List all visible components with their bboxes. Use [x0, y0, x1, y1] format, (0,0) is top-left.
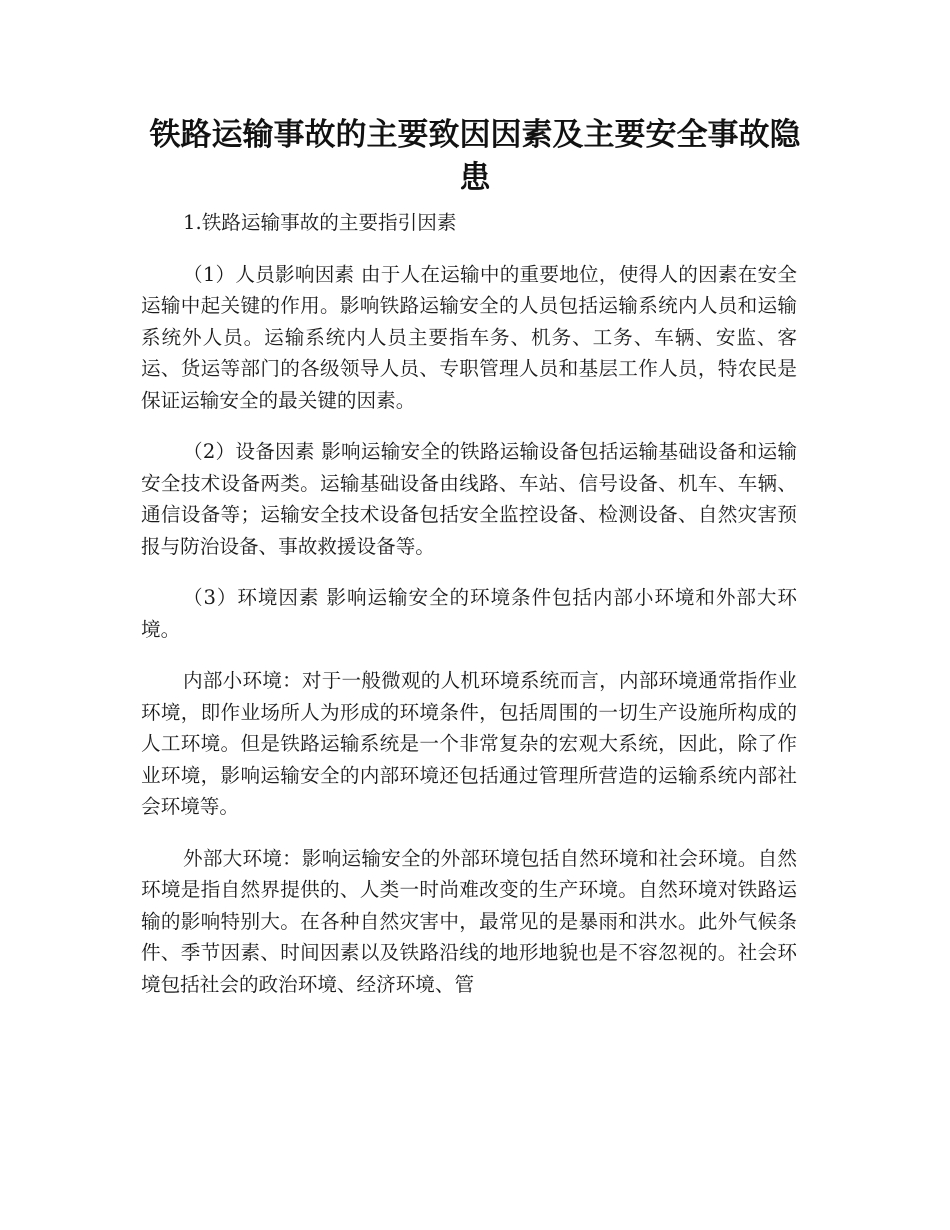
- paragraph-internal-environment: 内部小环境：对于一般微观的人机环境系统而言，内部环境通常指作业环境，即作业场所人为形成的环境条件，包括周围的一切生产设施所构成的人工环境。但是铁路运输系统是一个非常复杂的宏观大系统，因此，除了作业环境，影响运输安全的内部环境还包括通过管理所营造的运输系统内部社会环境等。: [141, 669, 797, 818]
- paragraph-environment-factors: （3）环境因素 影响运输安全的环境条件包括内部小环境和外部大环境。: [141, 586, 797, 641]
- document-title: 铁路运输事故的主要致因因素及主要安全事故隐患: [149, 117, 801, 196]
- document-body: [141, 207, 797, 1020]
- paragraph-external-environment: 外部大环境：影响运输安全的外部环境包括自然环境和社会环境。自然环境是指自然界提供的、人类一时尚难改变的生产环境。自然环境对铁路运输的影响特别大。在各种自然灾害中，最常见的是暴雨和洪水。此外气候条件、季节因素、时间因素以及铁路沿线的地形地貌也是不容忽视的。社会环境包括社会的政治环境、经济环境、管: [141, 846, 797, 996]
- section-heading: 1.铁路运输事故的主要指引因素: [183, 211, 457, 234]
- paragraph-equipment-factors: （2）设备因素 影响运输安全的铁路运输设备包括运输基础设备和运输安全技术设备两类。运输基础设备由线路、车站、信号设备、机车、车辆、通信设备等；运输安全技术设备包括安全监控设备、检测设备、自然灾害预报与防治设备、事故救援设备等。: [141, 440, 797, 558]
- paragraph-personnel-factors: （1）人员影响因素 由于人在运输中的重要地位，使得人的因素在安全运输中起关键的作用。影响铁路运输安全的人员包括运输系统内人员和运输系统外人员。运输系统内人员主要指车务、机务、工务、车辆、安监、客运、货运等部门的各级领导人员、专职管理人员和基层工作人员，特农民是保证运输安全的最关键的因素。: [141, 262, 797, 412]
